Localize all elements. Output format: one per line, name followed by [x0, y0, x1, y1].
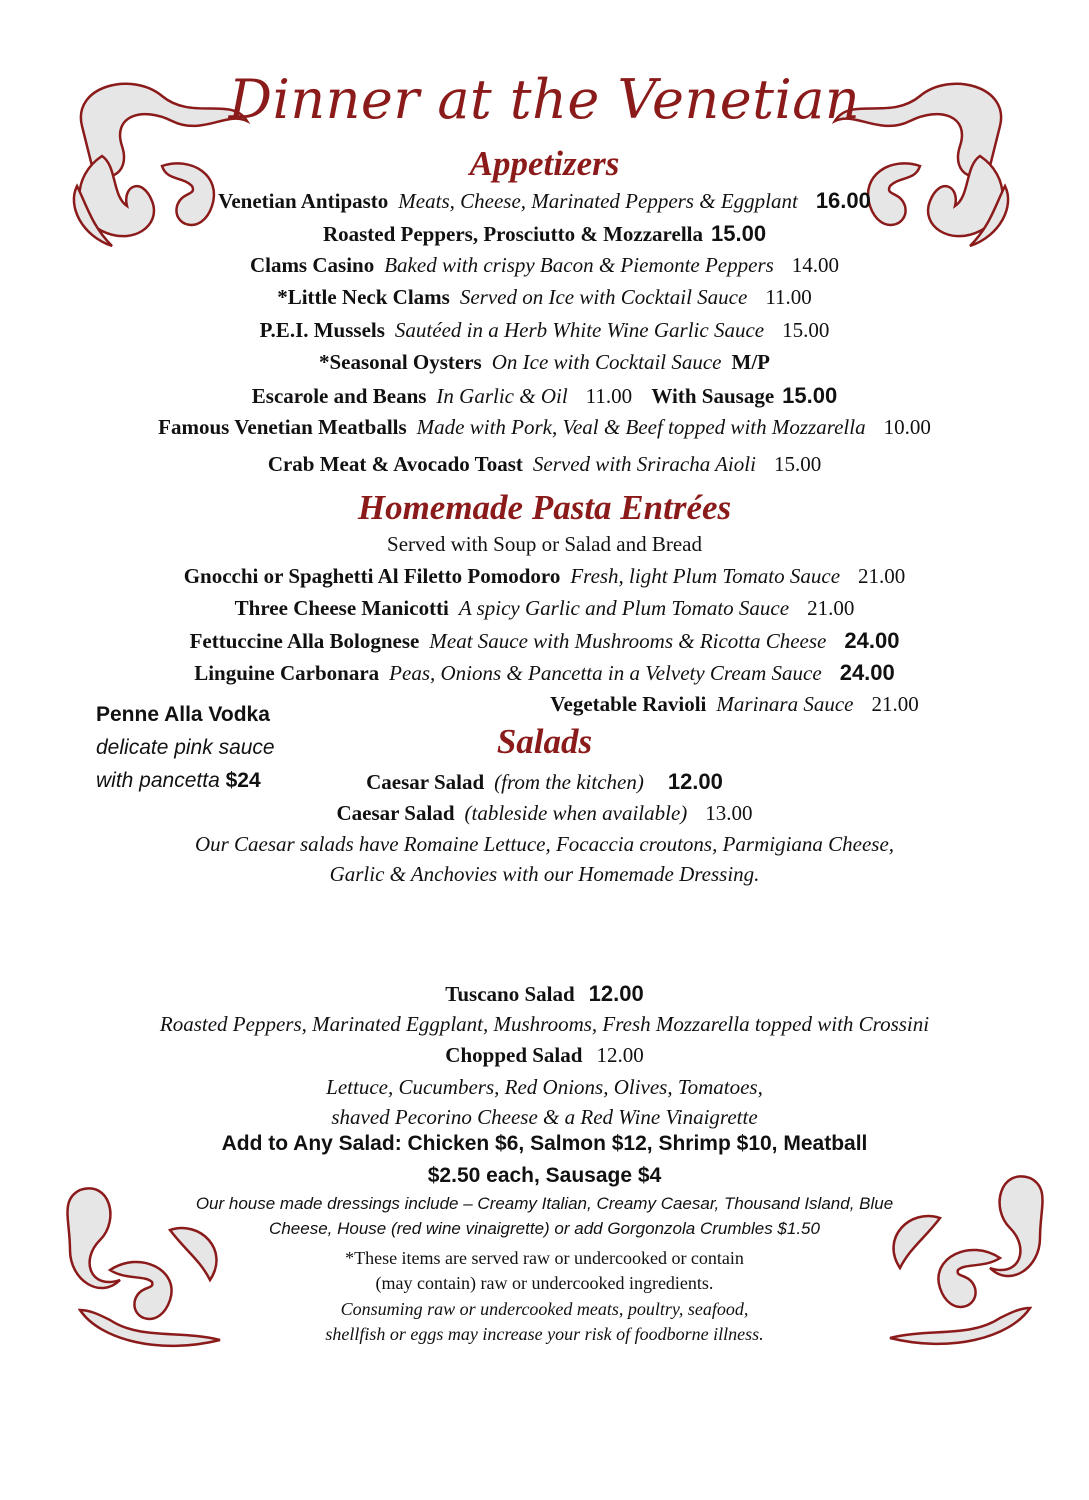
pasta-subheading: Served with Soup or Salad and Bread	[387, 532, 702, 556]
pasta-heading: Homemade Pasta Entrées	[357, 488, 732, 527]
menu-item: P.E.I. Mussels Sautéed in a Herb White Wine Garlic Sauce 15.00	[259, 318, 830, 342]
menu-item: Chopped Salad 12.00	[445, 1043, 644, 1067]
disclaimer-line-2: (may contain) raw or undercooked ingredients.	[375, 1273, 714, 1293]
menu-item: Tuscano Salad 12.00	[445, 981, 644, 1006]
chopped-desc-1: Lettuce, Cucumbers, Red Onions, Olives, Tomatoes,	[326, 1075, 763, 1099]
addons-line-1: Add to Any Salad: Chicken $6, Salmon $12, Shrimp $10, Meatball	[221, 1132, 868, 1155]
menu-item: *Little Neck Clams Served on Ice with Cocktail Sauce 11.00	[277, 285, 812, 309]
caesar-note-1: Our Caesar salads have Romaine Lettuce, Focaccia croutons, Parmigiana Cheese,	[194, 832, 895, 856]
dressings-line-1: Our house made dressings include – Creamy Italian, Creamy Caesar, Thousand Island, Blue	[195, 1194, 894, 1213]
penne-desc-1: delicate pink sauce	[96, 736, 275, 759]
disclaimer-line-4: shellfish or eggs may increase your risk of foodborne illness.	[325, 1324, 764, 1344]
menu-item: Roasted Peppers, Prosciutto & Mozzarella 15.00	[322, 221, 767, 246]
menu-item: Venetian Antipasto Meats, Cheese, Marinated Peppers & Eggplant 16.00	[218, 188, 871, 213]
disclaimer-line-3: Consuming raw or undercooked meats, poultry, seafood,	[340, 1299, 749, 1319]
menu-item: Gnocchi or Spaghetti Al Filetto Pomodoro Fresh, light Plum Tomato Sauce 21.00	[183, 564, 906, 588]
menu-item: *Seasonal Oysters On Ice with Cocktail Sauce M/P	[318, 350, 770, 374]
appetizers-heading: Appetizers	[469, 144, 620, 183]
tuscano-desc: Roasted Peppers, Marinated Eggplant, Mushrooms, Fresh Mozzarella topped with Crossini	[159, 1012, 930, 1036]
chopped-desc-2: shaved Pecorino Cheese & a Red Wine Vinaigrette	[331, 1105, 758, 1129]
dressings-line-2: Cheese, House (red wine vinaigrette) or add Gorgonzola Crumbles $1.50	[269, 1219, 820, 1238]
disclaimer-line-1: *These items are served raw or undercooked or contain	[345, 1248, 744, 1268]
menu-title: Dinner at the Venetian	[228, 68, 861, 131]
menu-item: Clams Casino Baked with crispy Bacon & Piemonte Peppers 14.00	[249, 253, 840, 277]
menu-item: Caesar Salad (tableside when available) 13.00	[336, 801, 753, 825]
menu-item: Three Cheese Manicotti A spicy Garlic and Plum Tomato Sauce 21.00	[234, 596, 855, 620]
caesar-note-2: Garlic & Anchovies with our Homemade Dressing.	[329, 862, 760, 886]
menu-item: Fettuccine Alla Bolognese Meat Sauce with Mushrooms & Ricotta Cheese 24.00	[189, 628, 900, 653]
penne-price: $24	[225, 769, 261, 792]
salads-heading: Salads	[496, 722, 593, 761]
menu-item: Escarole and Beans In Garlic & Oil 11.00 With Sausage 15.00	[251, 383, 838, 408]
addons-line-2: $2.50 each, Sausage $4	[427, 1164, 662, 1187]
menu-item: Famous Venetian Meatballs Made with Pork, Veal & Beef topped with Mozzarella 10.00	[158, 415, 931, 439]
penne-desc-2: with pancetta	[96, 769, 220, 792]
menu-item: Linguine Carbonara Peas, Onions & Pancetta in a Velvety Cream Sauce 24.00	[194, 660, 895, 685]
menu-item: Caesar Salad (from the kitchen) 12.00	[366, 769, 723, 794]
penne-name: Penne Alla Vodka	[96, 703, 270, 726]
menu-item: Vegetable Ravioli Marinara Sauce 21.00	[550, 692, 919, 716]
menu-item: Crab Meat & Avocado Toast Served with Sriracha Aioli 15.00	[267, 452, 822, 476]
